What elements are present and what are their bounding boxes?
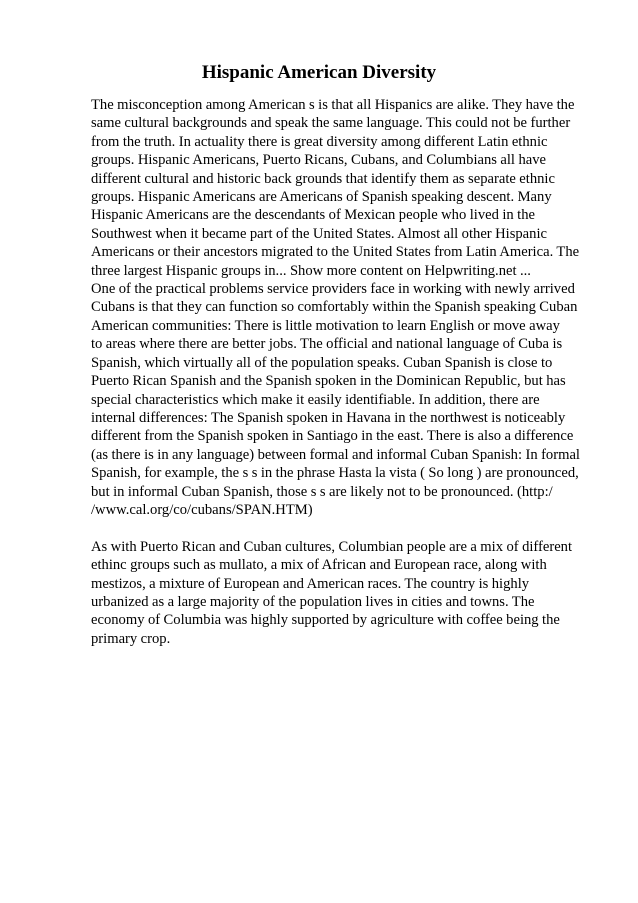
text-line: primary crop.: [91, 630, 171, 647]
text-line: American communities: There is little motivation to learn English or move away: [91, 317, 560, 334]
text-line: from the truth. In actuality there is great diversity among different Latin ethnic: [91, 133, 548, 150]
text-line: different from the Spanish spoken in Santiago in the east. There is also a difference: [91, 428, 574, 445]
text-line: Americans or their ancestors migrated to the United States from Latin America. The: [91, 244, 580, 261]
text-line: Hispanic Americans are the descendants of Mexican people who lived in the: [91, 207, 535, 224]
text-line: groups. Hispanic Americans are Americans of Spanish speaking descent. Many: [91, 189, 552, 206]
text-line: The misconception among American s is that all Hispanics are alike. They have the: [91, 97, 575, 113]
text-line: ethinc groups such as mullato, a mix of African and European race, along with: [91, 557, 547, 574]
paragraph-1: [91, 96, 591, 519]
text-line: different cultural and historic back grounds that identify them as separate ethnic: [91, 170, 555, 187]
text-line: Spanish, which virtually all of the population speaks. Cuban Spanish is close to: [91, 354, 553, 371]
document-body: [91, 96, 591, 648]
text-line: internal differences: The Spanish spoken in Havana in the northwest is noticeably: [91, 409, 566, 426]
text-line: groups. Hispanic Americans, Puerto Ricans, Cubans, and Columbians all have: [91, 152, 546, 169]
text-line: special characteristics which make it easily identifiable. In addition, there are: [91, 391, 540, 408]
text-line: Puerto Rican Spanish and the Spanish spoken in the Dominican Republic, but has: [91, 373, 566, 390]
text-line: /www.cal.org/co/cubans/SPAN.HTM): [91, 501, 313, 518]
text-line: economy of Columbia was highly supported by agriculture with coffee being the: [91, 612, 560, 629]
text-line: Southwest when it became part of the United States. Almost all other Hispanic: [91, 225, 547, 242]
text-line: As with Puerto Rican and Cuban cultures, Columbian people are a mix of different: [91, 538, 573, 555]
text-line: but in informal Cuban Spanish, those s s are likely not to be pronounced. (http:/: [91, 483, 553, 500]
text-line: urbanized as a large majority of the population lives in cities and towns. The: [91, 593, 535, 610]
text-line: same cultural backgrounds and speak the same language. This could not be further: [91, 115, 571, 132]
text-line: Spanish, for example, the s s in the phrase Hasta la vista ( So long ) are pronounced,: [91, 465, 579, 482]
paragraph-2: [91, 538, 591, 648]
text-line: to areas where there are better jobs. The official and national language of Cuba is: [91, 336, 563, 353]
text-line: Cubans is that they can function so comfortably within the Spanish speaking Cuban: [91, 299, 578, 316]
text-line: (as there is in any language) between formal and informal Cuban Spanish: In formal: [91, 446, 580, 463]
document-title: Hispanic American Diversity: [201, 62, 437, 83]
paragraph-spacer: [91, 519, 591, 537]
text-line: three largest Hispanic groups in... Show more content on Helpwriting.net ...: [91, 262, 531, 279]
text-line: One of the practical problems service providers face in working with newly arrived: [91, 281, 575, 298]
text-line: mestizos, a mixture of European and American races. The country is highly: [91, 575, 530, 592]
